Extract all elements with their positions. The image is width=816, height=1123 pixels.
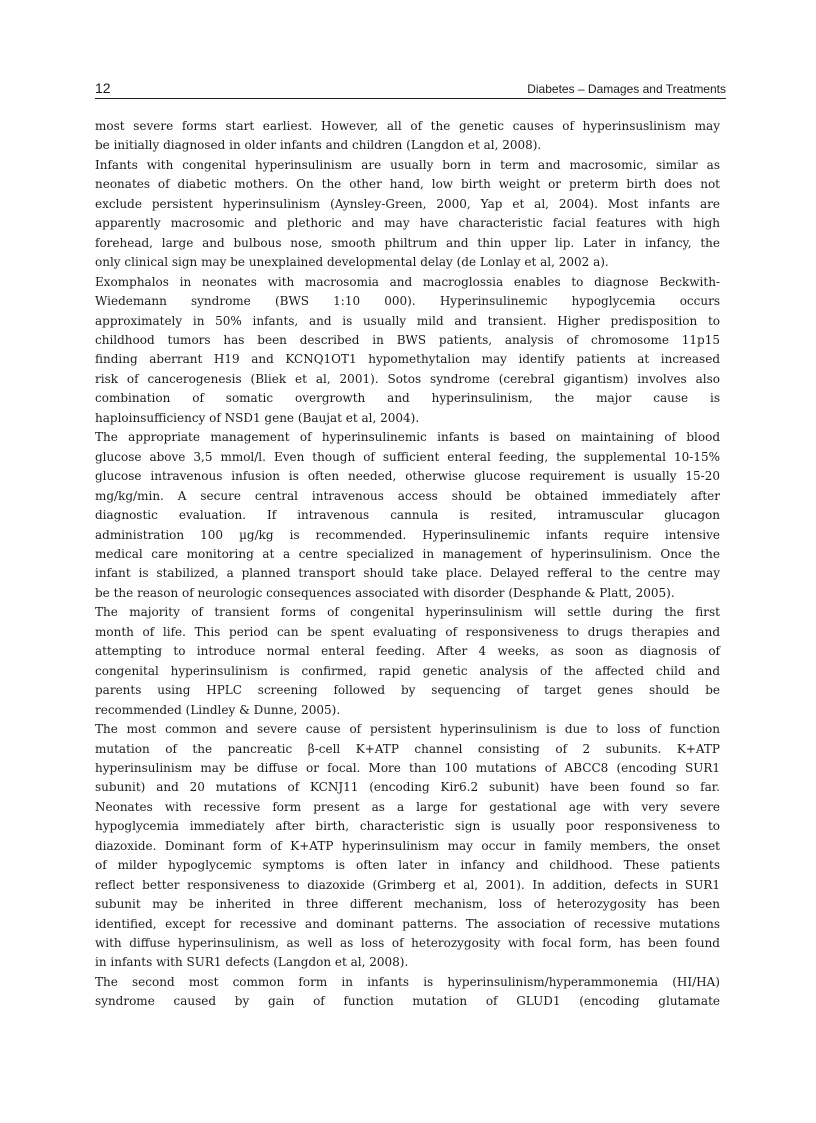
text-line: The majority of transient forms of congenital hyperinsulinism will settle during the first bbox=[95, 605, 720, 620]
text-line: reflect better responsiveness to diazoxide (Grimberg et al, 2001). In addition, defects in SUR1 bbox=[95, 877, 720, 892]
text-line: forehead, large and bulbous nose, smooth philtrum and thin upper lip. Later in infancy, the bbox=[95, 235, 720, 250]
body-text bbox=[95, 117, 720, 1012]
text-line: be the reason of neurologic consequences associated with disorder (Desphande & Platt, 2005). bbox=[95, 585, 675, 600]
text-line: administration 100 µg/kg is recommended. Hyperinsulinemic infants require intensive bbox=[95, 527, 720, 542]
text-line: glucose intravenous infusion is often needed, otherwise glucose requirement is usually 15-20 bbox=[95, 469, 720, 484]
text-line: haploinsufficiency of NSD1 gene (Baujat et al, 2004). bbox=[95, 410, 420, 425]
text-line: most severe forms start earliest. However, all of the genetic causes of hyperinsuslinism may bbox=[95, 119, 720, 133]
text-line: hyperinsulinism may be diffuse or focal. More than 100 mutations of ABCC8 (encoding SUR1 bbox=[95, 760, 720, 775]
text-line: neonates of diabetic mothers. On the other hand, low birth weight or preterm birth does not bbox=[95, 177, 720, 192]
page-header bbox=[95, 80, 726, 99]
text-line: finding aberrant H19 and KCNQ1OT1 hypomethytalion may identify patients at increased bbox=[95, 352, 720, 367]
text-line: approximately in 50% infants, and is usually mild and transient. Higher predisposition to bbox=[95, 313, 720, 328]
text-line: glucose above 3,5 mmol/l. Even though of sufficient enteral feeding, the supplemental 10-15% bbox=[95, 449, 720, 464]
text-line: exclude persistent hyperinsulinism (Aynsley-Green, 2000, Yap et al, 2004). Most infants are bbox=[95, 196, 720, 211]
running-title: Diabetes – Damages and Treatments bbox=[527, 82, 726, 96]
text-line: Exomphalos in neonates with macrosomia and macroglossia enables to diagnose Beckwith- bbox=[95, 274, 720, 289]
text-line: Infants with congenital hyperinsulinism are usually born in term and macrosomic, similar as bbox=[95, 157, 720, 172]
text-line: be initially diagnosed in older infants and children (Langdon et al, 2008). bbox=[95, 138, 542, 153]
text-line: parents using HPLC screening followed by sequencing of target genes should be bbox=[95, 683, 720, 698]
text-line: in infants with SUR1 defects (Langdon et al, 2008). bbox=[95, 955, 409, 970]
text-line: subunit) and 20 mutations of KCNJ11 (encoding Kir6.2 subunit) have been found so far. bbox=[95, 780, 720, 795]
text-line: month of life. This period can be spent evaluating of responsiveness to drugs therapies and bbox=[95, 624, 720, 639]
text-line: The appropriate management of hyperinsulinemic infants is based on maintaining of blood bbox=[95, 430, 720, 445]
page-number: 12 bbox=[95, 80, 111, 96]
text-line: The most common and severe cause of persistent hyperinsulinism is due to loss of function bbox=[95, 722, 720, 737]
text-line: hypoglycemia immediately after birth, characteristic sign is usually poor responsiveness to bbox=[95, 819, 720, 834]
text-line: identified, except for recessive and dominant patterns. The association of recessive mutations bbox=[95, 916, 720, 931]
text-line: syndrome caused by gain of function mutation of GLUD1 (encoding glutamate bbox=[95, 994, 720, 1009]
text-line: combination of somatic overgrowth and hyperinsulinism, the major cause is bbox=[95, 391, 720, 406]
text-line: Wiedemann syndrome (BWS 1:10 000). Hyperinsulinemic hypoglycemia occurs bbox=[95, 294, 720, 309]
text-line: apparently macrosomic and plethoric and may have characteristic facial features with high bbox=[95, 216, 720, 231]
text-line: childhood tumors has been described in BWS patients, analysis of chromosome 11p15 bbox=[95, 332, 720, 347]
text-line: subunit may be inherited in three different mechanism, loss of heterozygosity has been bbox=[95, 897, 720, 912]
text-line: attempting to introduce normal enteral feeding. After 4 weeks, as soon as diagnosis of bbox=[95, 644, 720, 659]
text-line: diagnostic evaluation. If intravenous cannula is resited, intramuscular glucagon bbox=[95, 508, 720, 523]
text-line: congenital hyperinsulinism is confirmed, rapid genetic analysis of the affected child and bbox=[95, 663, 720, 678]
text-line: mg/kg/min. A secure central intravenous access should be obtained immediately after bbox=[95, 488, 720, 503]
text-line: risk of cancerogenesis (Bliek et al, 2001). Sotos syndrome (cerebral gigantism) involves also bbox=[95, 371, 720, 386]
text-line: infant is stabilized, a planned transport should take place. Delayed refferal to the centre may bbox=[95, 566, 720, 581]
text-line: recommended (Lindley & Dunne, 2005). bbox=[95, 702, 341, 717]
text-line: medical care monitoring at a centre specialized in management of hyperinsulinism. Once the bbox=[95, 546, 720, 561]
text-line: only clinical sign may be unexplained developmental delay (de Lonlay et al, 2002 a). bbox=[95, 255, 609, 270]
text-line: of milder hypoglycemic symptoms is often later in infancy and childhood. These patients bbox=[95, 858, 720, 873]
text-line: Neonates with recessive form present as a large for gestational age with very severe bbox=[95, 799, 720, 814]
text-line: mutation of the pancreatic β-cell K+ATP channel consisting of 2 subunits. K+ATP bbox=[95, 741, 720, 756]
text-line: with diffuse hyperinsulinism, as well as loss of heterozygosity with focal form, has been found bbox=[95, 936, 720, 951]
text-line: diazoxide. Dominant form of K+ATP hyperinsulinism may occur in family members, the onset bbox=[95, 838, 720, 853]
text-line: The second most common form in infants is hyperinsulinism/hyperammonemia (HI/HA) bbox=[95, 974, 720, 989]
